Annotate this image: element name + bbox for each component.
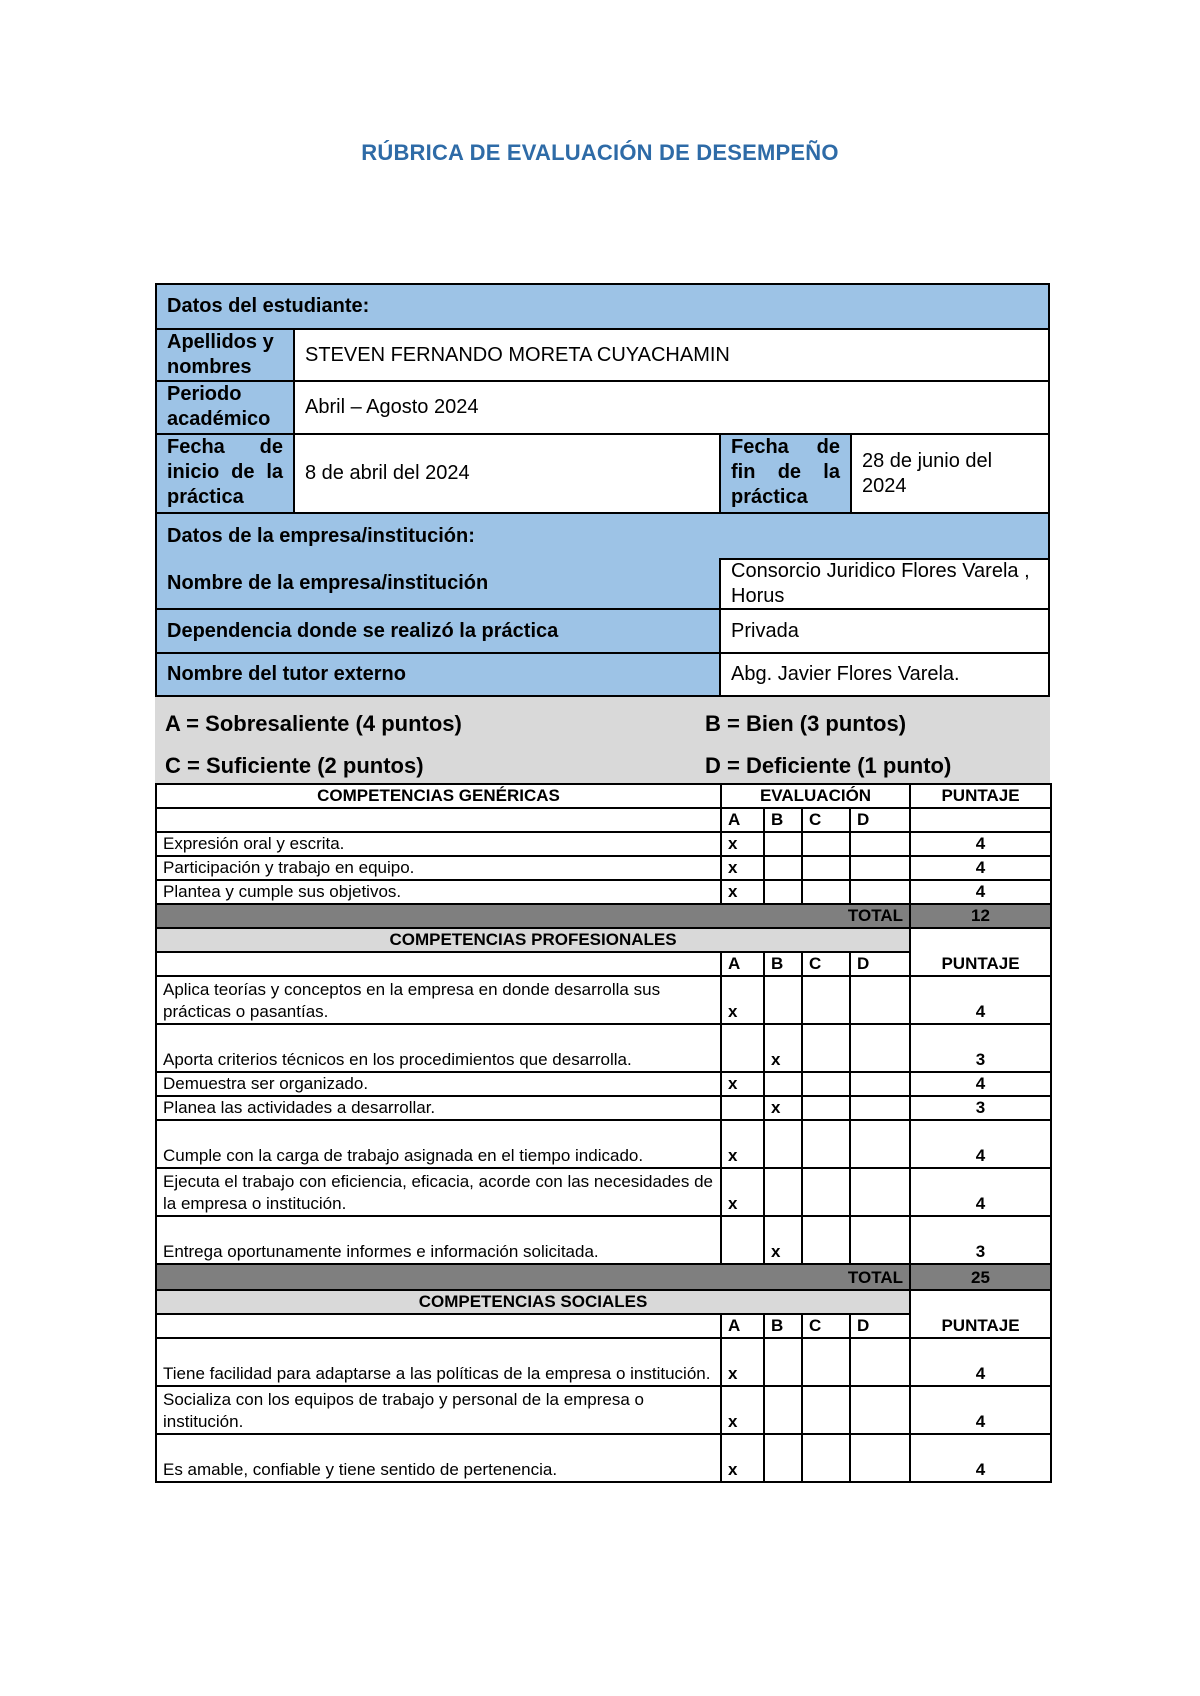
mark-d: [850, 1096, 910, 1120]
mark-b: [764, 1168, 802, 1216]
mark-c: [802, 1216, 850, 1264]
criterion-text: Entrega oportunamente informes e información solicitada.: [156, 1216, 721, 1264]
mark-b: [764, 880, 802, 904]
criterion-text: Expresión oral y escrita.: [156, 832, 721, 856]
table-row: [156, 1096, 1051, 1120]
period-label-cell: [157, 382, 295, 435]
company-name-value: Consorcio Juridico Flores Varela , Horus: [731, 560, 1030, 607]
score-header: PUNTAJE: [910, 928, 1051, 976]
blank-cell: [156, 952, 721, 976]
table-row: [156, 1024, 1051, 1072]
score-cell: 4: [910, 1120, 1051, 1168]
dependency-value: Privada: [731, 619, 799, 642]
table-row: [156, 1072, 1051, 1096]
score-cell: 4: [910, 880, 1051, 904]
mark-b: [764, 1338, 802, 1386]
score-cell: 3: [910, 1024, 1051, 1072]
names-value-cell: [295, 330, 1048, 382]
mark-b: [764, 1072, 802, 1096]
col-d: D: [850, 1314, 910, 1338]
criterion-text: Planea las actividades a desarrollar.: [156, 1096, 721, 1120]
mark-a: x: [721, 1120, 764, 1168]
start-value-cell: [295, 435, 721, 514]
tutor-value: Abg. Javier Flores Varela.: [731, 663, 960, 685]
tutor-label-cell: [157, 654, 721, 695]
grading-legend: [155, 697, 1050, 783]
score-cell: 3: [910, 1216, 1051, 1264]
total-label: TOTAL: [156, 1264, 910, 1290]
generic-letters-row: [156, 808, 1051, 832]
social-title: COMPETENCIAS SOCIALES: [156, 1290, 910, 1314]
legend-c: C = Suficiente (2 puntos): [165, 753, 424, 778]
end-value: 28 de junio del 2024: [862, 449, 993, 497]
mark-a: x: [721, 1434, 764, 1482]
total-label: TOTAL: [156, 904, 910, 928]
mark-d: [850, 856, 910, 880]
names-label: Apellidos y nombres: [167, 331, 274, 378]
col-a: A: [721, 1314, 764, 1338]
evaluation-header: EVALUACIÓN: [721, 784, 910, 808]
table-row: [156, 1120, 1051, 1168]
names-value: STEVEN FERNANDO MORETA CUYACHAMIN: [305, 343, 730, 366]
score-header: PUNTAJE: [910, 1290, 1051, 1338]
professional-total-value: 25: [910, 1264, 1051, 1290]
mark-c: [802, 976, 850, 1024]
student-section-header: [157, 285, 1048, 330]
mark-b: x: [764, 1024, 802, 1072]
mark-a: [721, 1216, 764, 1264]
score-cell: 4: [910, 1168, 1051, 1216]
dependency-value-cell: [721, 610, 1048, 654]
start-label-cell: [157, 435, 295, 514]
end-label-cell: [721, 435, 852, 514]
score-header: PUNTAJE: [910, 784, 1051, 808]
table-row: [156, 1386, 1051, 1434]
table-row: [156, 1216, 1051, 1264]
mark-c: [802, 856, 850, 880]
mark-d: [850, 1216, 910, 1264]
score-cell: 3: [910, 1096, 1051, 1120]
page-title: RÚBRICA DE EVALUACIÓN DE DESEMPEÑO: [361, 140, 839, 165]
criterion-text: Aplica teorías y conceptos en la empresa en donde desarrolla sus prácticas o pasantías.: [156, 976, 721, 1024]
student-section-label: Datos del estudiante:: [167, 295, 370, 317]
score-cell: 4: [910, 832, 1051, 856]
col-b: B: [764, 808, 802, 832]
legend-b: B = Bien (3 puntos): [705, 711, 907, 736]
mark-b: [764, 1434, 802, 1482]
mark-c: [802, 880, 850, 904]
mark-d: [850, 1434, 910, 1482]
company-name-label: Nombre de la empresa/institución: [167, 571, 489, 594]
mark-a: x: [721, 1168, 764, 1216]
mark-d: [850, 1386, 910, 1434]
period-label: Periodo académico: [167, 383, 271, 430]
generic-title: COMPETENCIAS GENÉRICAS: [156, 784, 721, 808]
mark-b: [764, 832, 802, 856]
generic-header-row: [156, 784, 1051, 808]
end-value-cell: [852, 435, 1048, 514]
mark-c: [802, 1024, 850, 1072]
names-label-cell: [157, 330, 295, 382]
score-cell: 4: [910, 1434, 1051, 1482]
col-d: D: [850, 952, 910, 976]
table-row: [156, 880, 1051, 904]
criterion-text: Tiene facilidad para adaptarse a las políticas de la empresa o institución.: [156, 1338, 721, 1386]
mark-d: [850, 832, 910, 856]
mark-b: x: [764, 1096, 802, 1120]
table-row: [156, 832, 1051, 856]
mark-a: [721, 1096, 764, 1120]
mark-c: [802, 1120, 850, 1168]
col-d: D: [850, 808, 910, 832]
criterion-text: Participación y trabajo en equipo.: [156, 856, 721, 880]
col-a: A: [721, 952, 764, 976]
criterion-text: Aporta criterios técnicos en los procedimientos que desarrolla.: [156, 1024, 721, 1072]
score-cell: 4: [910, 1338, 1051, 1386]
mark-d: [850, 1338, 910, 1386]
company-name-label-cell: [157, 558, 721, 610]
mark-b: x: [764, 1216, 802, 1264]
table-row: [156, 1338, 1051, 1386]
mark-d: [850, 1072, 910, 1096]
legend-a: A = Sobresaliente (4 puntos): [165, 711, 462, 736]
mark-c: [802, 832, 850, 856]
end-label: Fecha de fin de la práctica: [731, 436, 840, 508]
start-value: 8 de abril del 2024: [305, 462, 470, 484]
score-cell: 4: [910, 1072, 1051, 1096]
mark-d: [850, 1120, 910, 1168]
score-cell: 4: [910, 976, 1051, 1024]
tutor-label: Nombre del tutor externo: [167, 663, 406, 685]
mark-a: x: [721, 880, 764, 904]
info-table: [155, 283, 1050, 697]
criterion-text: Es amable, confiable y tiene sentido de pertenencia.: [156, 1434, 721, 1482]
mark-b: [764, 1386, 802, 1434]
mark-d: [850, 976, 910, 1024]
table-row: [156, 856, 1051, 880]
criterion-text: Socializa con los equipos de trabajo y personal de la empresa o institución.: [156, 1386, 721, 1434]
mark-a: [721, 1024, 764, 1072]
mark-a: x: [721, 832, 764, 856]
professional-title: COMPETENCIAS PROFESIONALES: [156, 928, 910, 952]
col-c: C: [802, 952, 850, 976]
mark-b: [764, 1120, 802, 1168]
score-cell: 4: [910, 856, 1051, 880]
blank-cell: [156, 1314, 721, 1338]
mark-a: x: [721, 1072, 764, 1096]
generic-total-value: 12: [910, 904, 1051, 928]
col-c: C: [802, 1314, 850, 1338]
rubric-table: [155, 783, 1052, 1483]
mark-d: [850, 1024, 910, 1072]
criterion-text: Cumple con la carga de trabajo asignada en el tiempo indicado.: [156, 1120, 721, 1168]
dependency-label: Dependencia donde se realizó la práctica: [167, 619, 559, 642]
professional-header-row: [156, 928, 1051, 952]
blank-cell: [156, 808, 721, 832]
mark-b: [764, 856, 802, 880]
col-b: B: [764, 1314, 802, 1338]
table-row: [156, 976, 1051, 1024]
table-row: [156, 1168, 1051, 1216]
mark-a: x: [721, 1386, 764, 1434]
mark-b: [764, 976, 802, 1024]
col-c: C: [802, 808, 850, 832]
criterion-text: Demuestra ser organizado.: [156, 1072, 721, 1096]
criterion-text: Ejecuta el trabajo con eficiencia, eficacia, acorde con las necesidades de la empresa o institución.: [156, 1168, 721, 1216]
blank-cell: [910, 808, 1051, 832]
company-section-header: [157, 514, 1048, 558]
mark-c: [802, 1338, 850, 1386]
social-header-row: [156, 1290, 1051, 1314]
mark-c: [802, 1096, 850, 1120]
company-name-value-cell: [721, 558, 1048, 610]
col-b: B: [764, 952, 802, 976]
col-a: A: [721, 808, 764, 832]
mark-c: [802, 1386, 850, 1434]
mark-a: x: [721, 856, 764, 880]
company-section-label: Datos de la empresa/institución:: [167, 524, 475, 547]
period-value-cell: [295, 382, 1048, 435]
legend-d: D = Deficiente (1 punto): [705, 753, 952, 778]
score-cell: 4: [910, 1386, 1051, 1434]
mark-c: [802, 1434, 850, 1482]
period-value: Abril – Agosto 2024: [305, 396, 479, 418]
tutor-value-cell: [721, 654, 1048, 695]
mark-d: [850, 1168, 910, 1216]
mark-a: x: [721, 976, 764, 1024]
dependency-label-cell: [157, 610, 721, 654]
mark-d: [850, 880, 910, 904]
mark-a: x: [721, 1338, 764, 1386]
criterion-text: Plantea y cumple sus objetivos.: [156, 880, 721, 904]
start-label: Fecha de inicio de la práctica: [167, 436, 283, 508]
generic-total-row: [156, 904, 1051, 928]
mark-c: [802, 1072, 850, 1096]
professional-total-row: [156, 1264, 1051, 1290]
table-row: [156, 1434, 1051, 1482]
mark-c: [802, 1168, 850, 1216]
